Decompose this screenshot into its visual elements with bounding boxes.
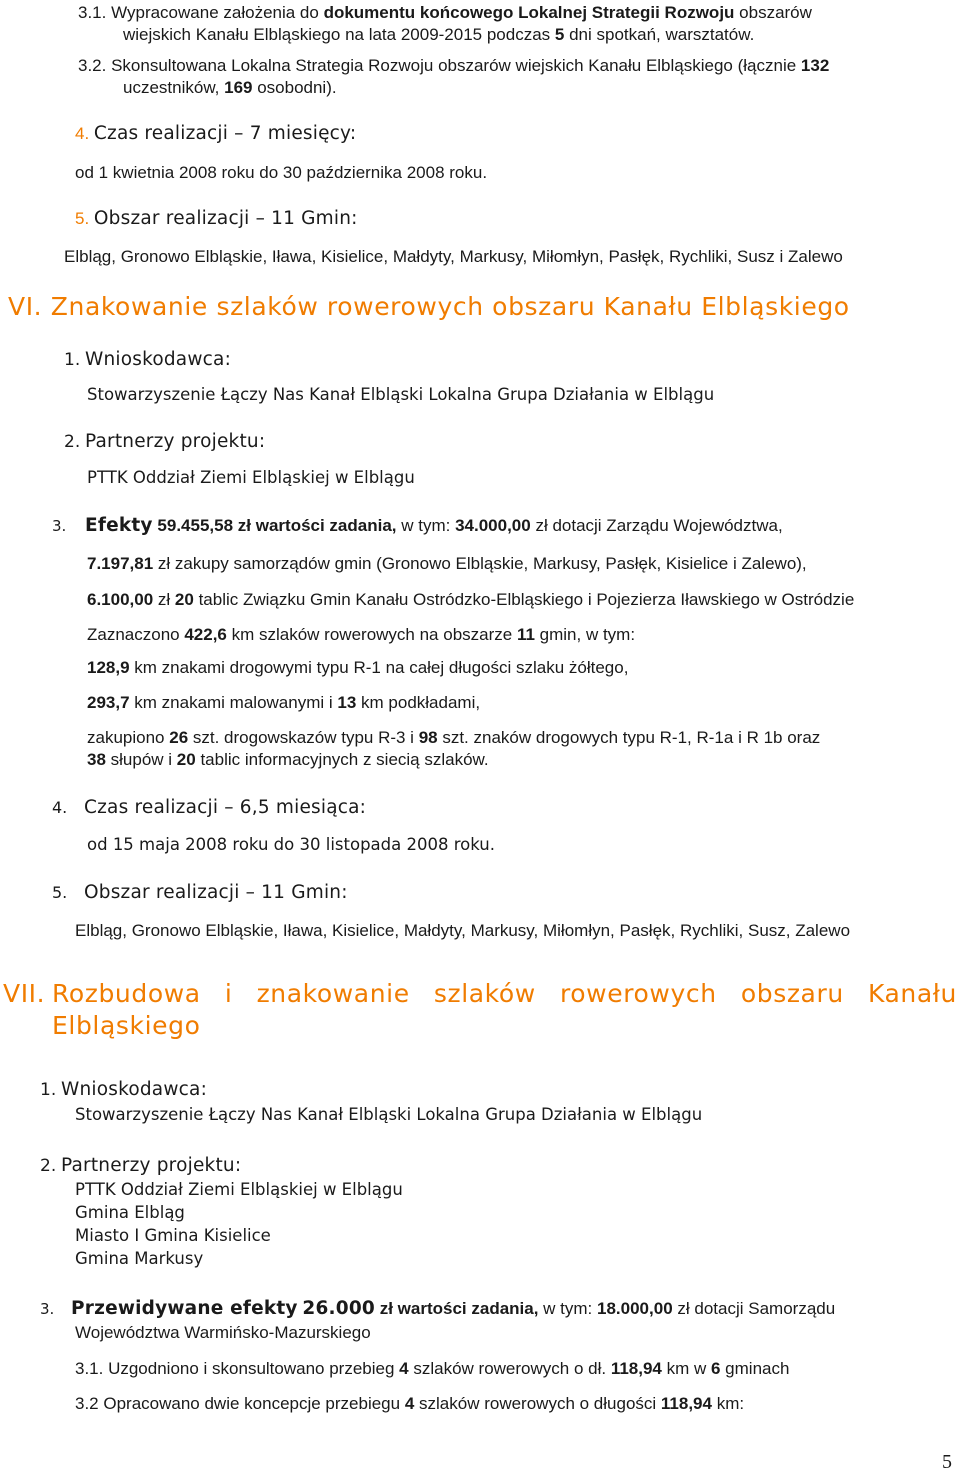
item-3-1-line-2: wiejskich Kanału Elbląskiego na lata 2009-2015 podczas 5 dni spotkań, warsztatów. [123, 25, 755, 44]
vii-partner-item: Gmina Elbląg [75, 1203, 185, 1222]
vii-applicant-heading: 1. Wnioskodawca: [40, 1079, 208, 1100]
heading-label: Obszar realizacji – 11 Gmin: [93, 208, 358, 229]
section-vii-title-line-1: Rozbudowa i znakowanie szlaków rowerowych obszaru Kanału [52, 979, 957, 1008]
vii-partner-item: PTTK Oddział Ziemi Elbląskiej w Elblągu [75, 1180, 403, 1199]
item-number: 4. [75, 124, 90, 143]
vii-item-3-1: 3.1. Uzgodniono i skonsultowano przebieg 4 szlaków rowerowych o dł. 118,94 km w 6 gminach [75, 1359, 790, 1378]
section-vii-numeral: VII. [3, 979, 46, 1008]
vi-effects-line-4: Zaznaczono 422,6 km szlaków rowerowych na obszarze 11 gmin, w tym: [87, 625, 636, 644]
item-number: 3.1. [78, 3, 107, 22]
vi-area-heading: 5. Obszar realizacji – 11 Gmin: [52, 882, 348, 903]
vi-effects-line-5: 128,9 km znakami drogowymi typu R-1 na całej długości szlaku żółtego, [87, 658, 629, 677]
vi-effects-line-2: 7.197,81 zł zakupy samorządów gmin (Gronowo Elbląskie, Markusy, Pasłęk, Kisielice i Zalewo), [87, 554, 807, 573]
vi-effects-line-1: 3. Efekty 59.455,58 zł wartości zadania, w tym: 34.000,00 zł dotacji Zarządu Województwa, [52, 515, 783, 536]
v-duration-heading [75, 123, 356, 144]
item-3-2-line-1: 3.2. Skonsultowana Lokalna Strategia Rozwoju obszarów wiejskich Kanału Elbląskiego (łącznie 132 [78, 56, 830, 75]
vii-effects-line-2: Województwa Warmińsko-Mazurskiego [75, 1323, 371, 1342]
heading-label: Przewidywane efekty [71, 1298, 298, 1319]
v-area-text: Elbląg, Gronowo Elbląskie, Iława, Kisielice, Małdyty, Markusy, Miłomłyn, Pasłęk, Rychliki, Susz i Zalewo [64, 247, 843, 266]
vi-area-text: Elbląg, Gronowo Elbląskie, Iława, Kisielice, Małdyty, Markusy, Miłomłyn, Pasłęk, Rychliki, Susz, Zalewo [75, 921, 851, 940]
item-3-2-line-2: uczestników, 169 osobodni). [123, 78, 337, 97]
heading-label: Wnioskodawca: [60, 1079, 208, 1100]
vi-duration-text: od 15 maja 2008 roku do 30 listopada 2008 roku. [87, 835, 495, 854]
section-title: Znakowanie szlaków rowerowych obszaru Kanału Elbląskiego [50, 292, 850, 321]
vi-partners-heading: 2. Partnerzy projektu: [64, 431, 266, 452]
vii-partner-item: Gmina Markusy [75, 1249, 204, 1268]
vi-effects-line-6: 293,7 km znakami malowanymi i 13 km podkładami, [87, 693, 481, 712]
vi-effects-line-3: 6.100,00 zł 20 tablic Związku Gmin Kanału Ostródzko-Elbląskiego i Pojezierza Iławskiego w Ostródzie [87, 590, 855, 609]
heading-label: Partnerzy projektu: [60, 1155, 242, 1176]
item-number: 5. [75, 209, 90, 228]
heading-label: Obszar realizacji – 11 Gmin: [84, 882, 348, 903]
vii-applicant-text: Stowarzyszenie Łączy Nas Kanał Elbląski Lokalna Grupa Działania w Elblągu [75, 1105, 703, 1124]
page-number: 5 [942, 1451, 952, 1473]
vii-item-3-2: 3.2 Opracowano dwie koncepcje przebiegu 4 szlaków rowerowych o długości 118,94 km: [75, 1394, 745, 1413]
item-3-1-line-1: 3.1. Wypracowane założenia do dokumentu końcowego Lokalnej Strategii Rozwoju obszarów [78, 3, 812, 22]
vi-effects-line-8: 38 słupów i 20 tablic informacyjnych z siecią szlaków. [87, 750, 489, 769]
v-duration-text: od 1 kwietnia 2008 roku do 30 października 2008 roku. [75, 163, 488, 182]
heading-label: Partnerzy projektu: [84, 431, 266, 452]
vi-duration-heading: 4. Czas realizacji – 6,5 miesiąca: [52, 797, 367, 818]
vi-effects-line-7: zakupiono 26 szt. drogowskazów typu R-3 i 98 szt. znaków drogowych typu R-1, R-1a i R 1b oraz [87, 728, 821, 747]
vi-partners-text: PTTK Oddział Ziemi Elbląskiej w Elblągu [87, 468, 415, 487]
heading-label: Czas realizacji – 7 miesięcy: [93, 123, 357, 144]
heading-label: Efekty [85, 515, 153, 536]
vii-partners-heading: 2. Partnerzy projektu: [40, 1155, 242, 1176]
section-numeral: VI. [8, 292, 43, 321]
section-vi-title [8, 292, 850, 322]
vii-partner-item: Miasto I Gmina Kisielice [75, 1226, 271, 1245]
v-area-heading [75, 208, 358, 229]
section-vii-title-line-2: Elbląskiego [52, 1011, 201, 1040]
vii-effects-line-1: 3. Przewidywane efekty 26.000 zł wartości zadania, w tym: 18.000,00 zł dotacji Samorządu [40, 1298, 836, 1319]
vi-applicant-heading: 1. Wnioskodawca: [64, 349, 232, 370]
vi-applicant-text: Stowarzyszenie Łączy Nas Kanał Elbląski Lokalna Grupa Działania w Elblągu [87, 385, 715, 404]
heading-label: Wnioskodawca: [84, 349, 232, 370]
heading-label: Czas realizacji – 6,5 miesiąca: [84, 797, 367, 818]
item-number: 3.2. [78, 56, 107, 75]
